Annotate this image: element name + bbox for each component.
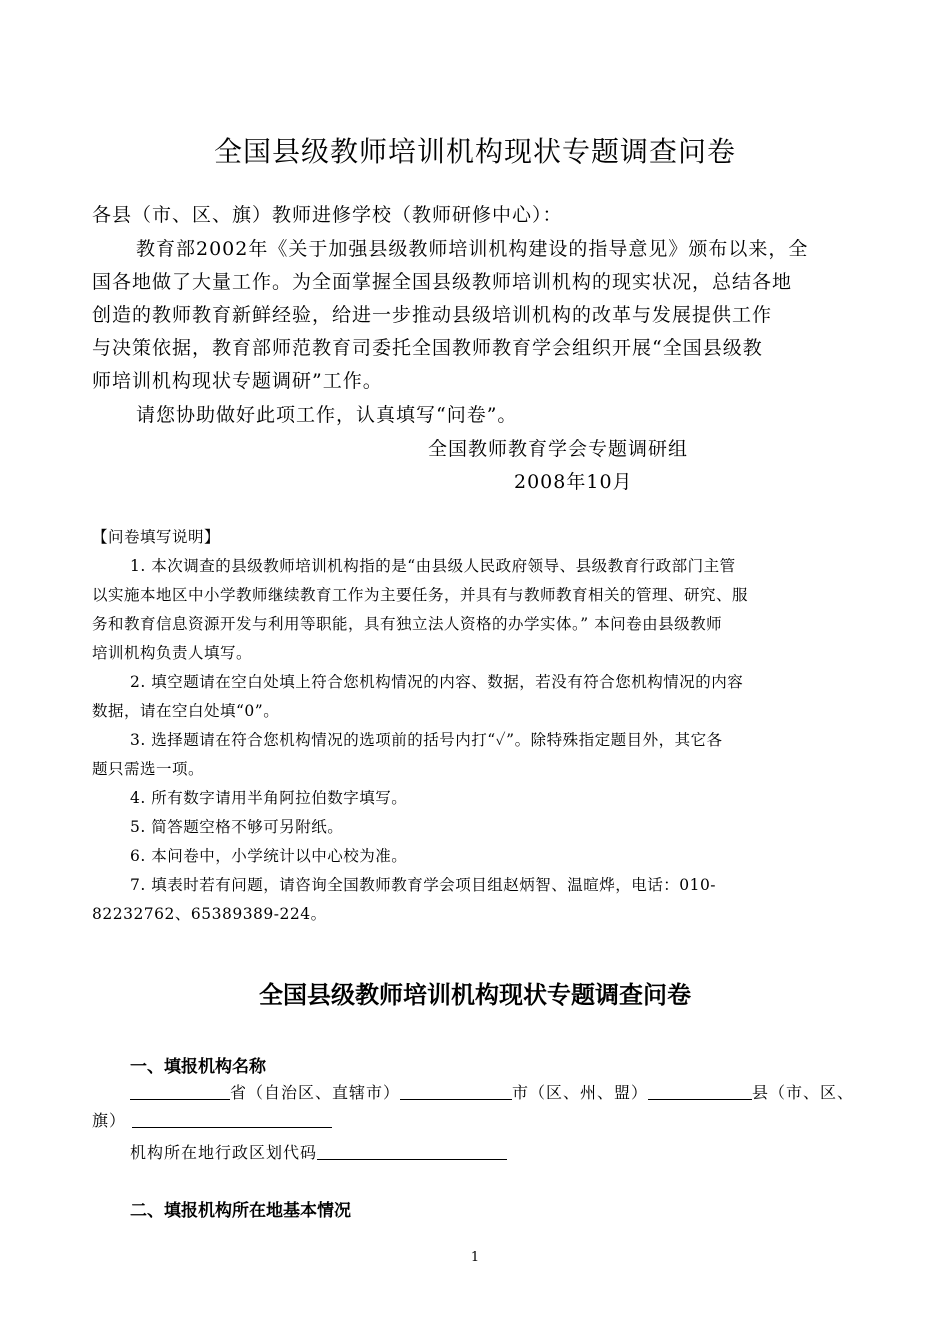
city-blank[interactable] (400, 1083, 512, 1100)
institution-name-row-2 (92, 1108, 332, 1131)
note-line: 以实施本地区中小学教师继续教育工作为主要任务，并具有与教师教育相关的管理、研究、服 (92, 586, 749, 604)
note-line: 5. 简答题空格不够可另附纸。 (130, 818, 344, 836)
letter-paragraph-line: 教育部2002年《关于加强县级教师培训机构建设的指导意见》颁布以来，全 (136, 238, 809, 260)
letter-paragraph-line: 师培训机构现状专题调研”工作。 (92, 370, 383, 392)
signature-org: 全国教师教育学会专题调研组 (428, 438, 689, 460)
signature-date: 2008年10月 (514, 471, 633, 493)
note-line: 2. 填空题请在空白处填上符合您机构情况的内容、数据，若没有符合您机构情况的内容 (130, 673, 744, 691)
notes-heading: 【问卷填写说明】 (92, 528, 221, 546)
note-line: 培训机构负责人填写。 (92, 644, 253, 662)
section-1-heading: 一、填报机构名称 (130, 1057, 266, 1077)
note-line: 务和教育信息资源开发与利用等职能，具有独立法人资格的办学实体。” 本问卷由县级教师 (92, 615, 723, 633)
region-code-row (130, 1140, 507, 1163)
letter-paragraph-line: 国各地做了大量工作。为全面掌握全国县级教师培训机构的现实状况，总结各地 (92, 271, 793, 293)
note-line: 7. 填表时若有问题，请咨询全国教师教育学会项目组赵炳智、温暄烨，电话：010- (130, 876, 717, 894)
note-line: 82232762、65389389-224。 (92, 905, 327, 923)
note-line: 4. 所有数字请用半角阿拉伯数字填写。 (130, 789, 408, 807)
document-title: 全国县级教师培训机构现状专题调查问卷 (213, 135, 736, 168)
letter-paragraph-line: 与决策依据，教育部师范教育司委托全国教师教育学会组织开展“全国县级教 (92, 337, 763, 359)
page-number: 1 (470, 1250, 480, 1265)
institution-name-row (130, 1080, 854, 1103)
banner-blank[interactable] (132, 1111, 332, 1128)
note-line: 1. 本次调查的县级教师培训机构指的是“由县级人民政府领导、县级教育行政部门主管 (130, 557, 736, 575)
region-code-blank[interactable] (317, 1143, 507, 1160)
note-line: 6. 本问卷中，小学统计以中心校为准。 (130, 847, 408, 865)
letter-paragraph-line: 创造的教师教育新鲜经验，给进一步推动县级培训机构的改革与发展提供工作 (92, 304, 773, 326)
banner-label: 旗） (92, 1111, 127, 1130)
note-line: 数据，请在空白处填“0”。 (92, 702, 280, 720)
letter-request: 请您协助做好此项工作，认真填写“问卷”。 (136, 404, 518, 426)
note-line: 3. 选择题请在符合您机构情况的选项前的括号内打“✓”。除特殊指定题目外，其它各 (130, 731, 723, 749)
salutation: 各县（市、区、旗）教师进修学校（教师研修中心）： (92, 204, 563, 226)
county-label: 县（市、区、 (752, 1083, 855, 1102)
city-label: 市（区、州、盟） (512, 1083, 649, 1102)
form-title: 全国县级教师培训机构现状专题调查问卷 (259, 981, 691, 1009)
section-2-heading: 二、填报机构所在地基本情况 (130, 1201, 351, 1221)
region-code-label: 机构所在地行政区划代码 (130, 1143, 318, 1162)
province-label: 省（自治区、直辖市） (230, 1083, 401, 1102)
note-line: 题只需选一项。 (92, 760, 205, 778)
province-blank[interactable] (130, 1083, 230, 1100)
county-blank[interactable] (648, 1083, 752, 1100)
